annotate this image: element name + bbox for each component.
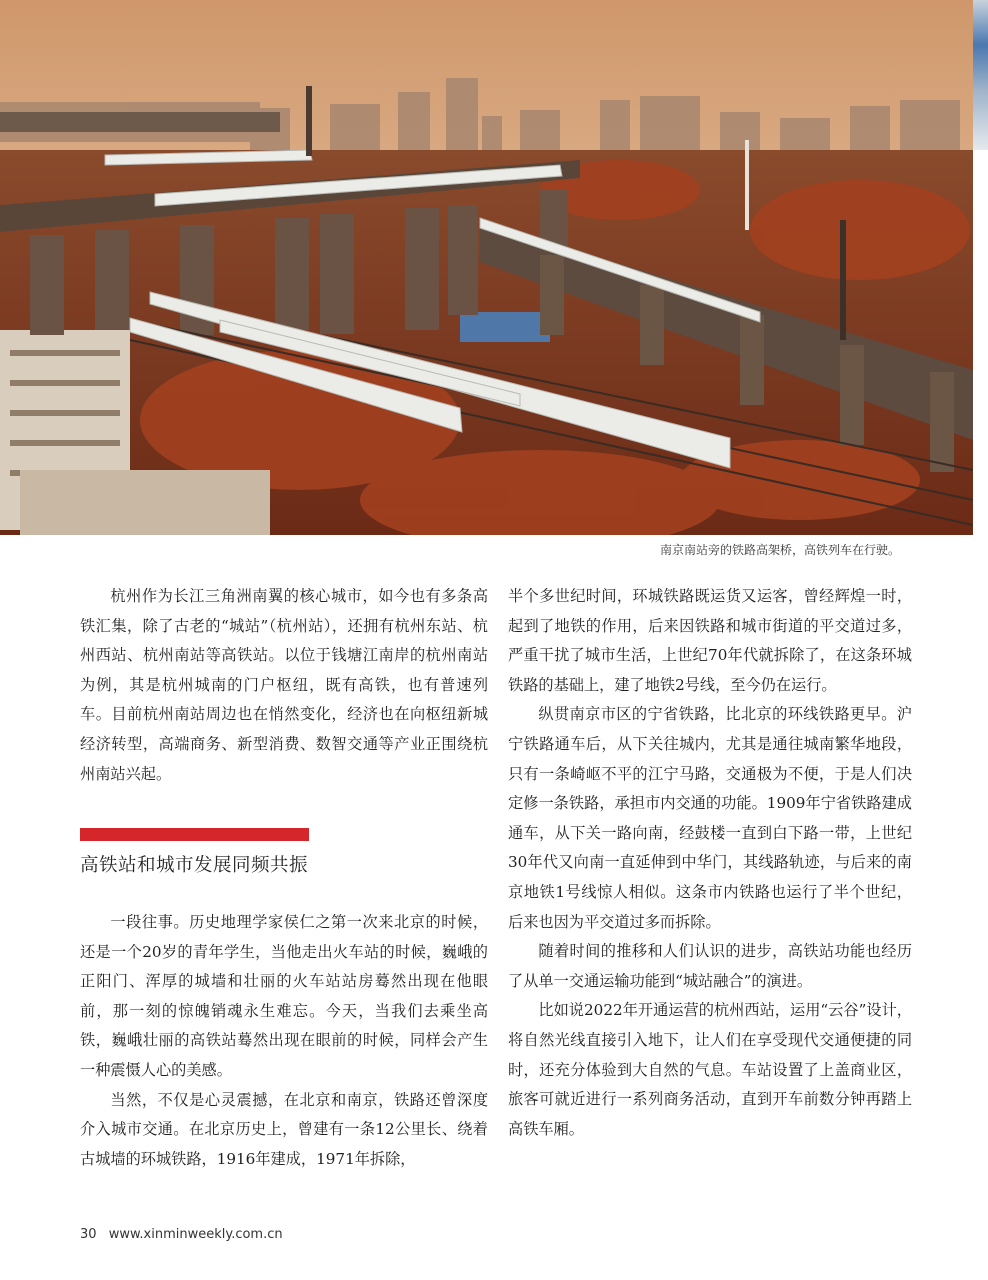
section-accent-bar	[80, 828, 309, 841]
section-title: 高铁站和城市发展同频共振	[80, 855, 309, 876]
adjacent-page-edge	[973, 0, 988, 150]
site-url[interactable]: www.xinminweekly.com.cn	[108, 1227, 283, 1242]
body-right	[508, 582, 912, 1144]
page-footer	[80, 1227, 283, 1242]
paragraph: 半个多世纪时间，环城铁路既运货又运客，曾经辉煌一时，起到了地铁的作用，后来因铁路和城市街道的平交道过多，严重干扰了城市生活，上世纪70年代就拆除了，在这条环城铁路的基础上，建了地铁2号线，至今仍在运行。	[508, 587, 912, 694]
paragraph: 杭州作为长江三角洲南翼的核心城市，如今也有多条高铁汇集，除了古老的“城站”（杭州站），还拥有杭州东站、杭州西站、杭州南站等高铁站。以位于钱塘江南岸的杭州南站为例，其是杭州城南的门户枢纽，既有高铁，也有普速列车。目前杭州南站周边也在悄然变化，经济也在向枢纽新城经济转型，高端商务、新型消费、数智交通等产业正围绕杭州南站兴起。	[80, 587, 488, 783]
body-left-bottom	[80, 908, 488, 1174]
paragraph: 比如说2022年开通运营的杭州西站，运用“云谷”设计，将自然光线直接引入地下，让人们在享受现代交通便捷的同时，还充分体验到大自然的气息。车站设置了上盖商业区，旅客可就近进行一系列商务活动，直到开车前数分钟再踏上高铁车厢。	[508, 1001, 912, 1138]
page-number: 30	[80, 1227, 97, 1242]
paragraph: 纵贯南京市区的宁省铁路，比北京的环线铁路更早。沪宁铁路通车后，从下关往城内，尤其是通往城南繁华地段，只有一条崎岖不平的江宁马路，交通极为不便，于是人们决定修一条铁路，承担市内交通的功能。1909年宁省铁路建成通车，从下关一路向南，经鼓楼一直到白下路一带，上世纪30年代又向南一直延伸到中华门，其线路轨迹，与后来的南京地铁1号线惊人相似。这条市内铁路也运行了半个世纪，后来也因为平交道过多而拆除。	[508, 705, 912, 931]
paragraph: 当然，不仅是心灵震撼，在北京和南京，铁路还曾深度介入城市交通。在北京历史上，曾建有一条12公里长、绕着古城墙的环城铁路，1916年建成，1971年拆除，	[80, 1090, 488, 1168]
body-left-top	[80, 582, 488, 789]
railway-bridge-photo	[0, 0, 973, 535]
photo-caption: 南京南站旁的铁路高架桥，高铁列车在行驶。	[659, 543, 900, 557]
paragraph: 一段往事。历史地理学家侯仁之第一次来北京的时候，还是一个20岁的青年学生，当他走出火车站的时候，巍峨的正阳门、浑厚的城墙和壮丽的火车站站房蓦然出现在他眼前，那一刻的惊魄销魂永生难忘。今天，当我们去乘坐高铁，巍峨壮丽的高铁站蓦然出现在眼前的时候，同样会产生一种震慑人心的美感。	[80, 913, 488, 1079]
paragraph: 随着时间的推移和人们认识的进步，高铁站功能也经历了从单一交通运输功能到“城站融合”的演进。	[508, 942, 912, 990]
